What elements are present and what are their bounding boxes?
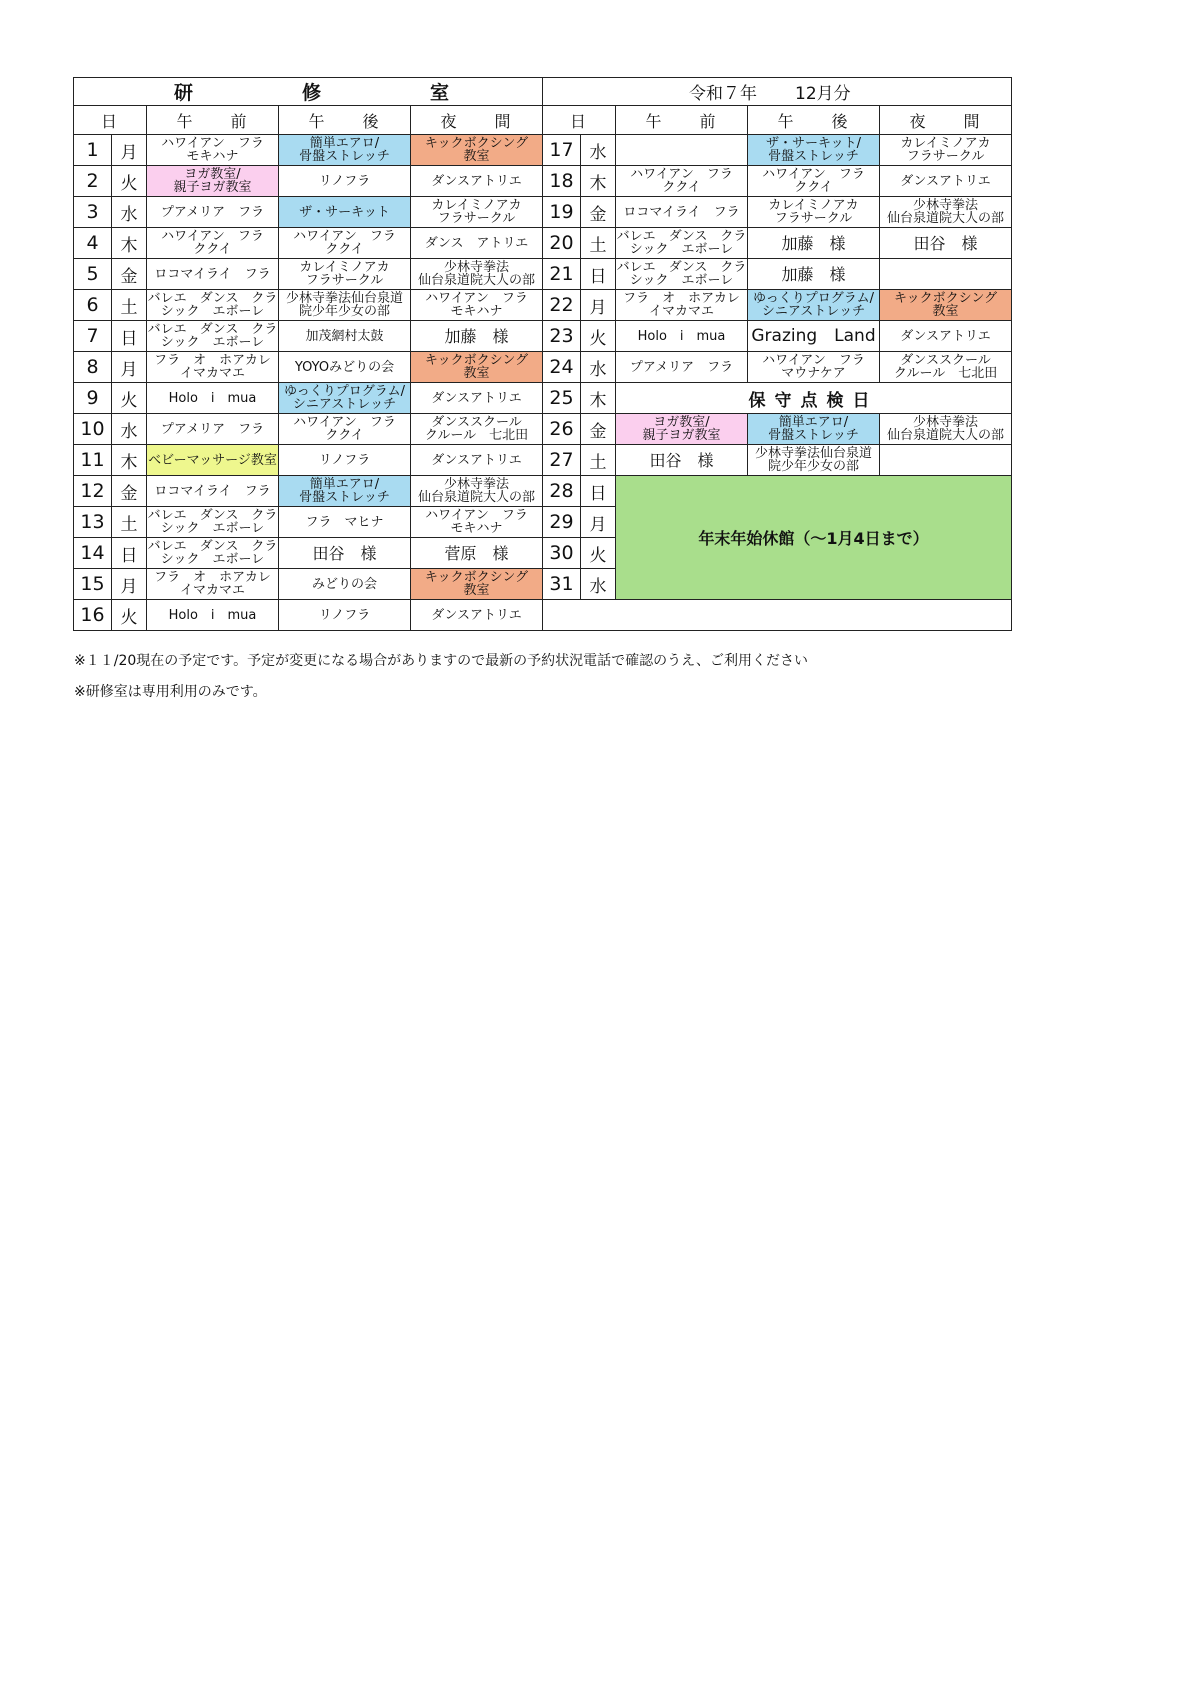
month-label: 12月分 — [795, 84, 851, 104]
weekday: 土 — [112, 290, 147, 321]
day-number: 7 — [74, 321, 112, 352]
slot-am: ハワイアン フラ ククイ — [147, 228, 279, 259]
slot-am: バレエ ダンス クラ シック エボーレ — [147, 322, 278, 350]
slot-ev: カレイミノアカ フラサークル — [411, 197, 543, 228]
day-number: 11 — [74, 445, 112, 476]
day-number: 2 — [74, 166, 112, 197]
day-number: 5 — [74, 259, 112, 290]
maintenance-day: 保守点検日 — [616, 383, 1012, 414]
slot-ev: ダンスアトリエ — [880, 321, 1012, 352]
slot-am: ロコマイライ フラ — [147, 259, 279, 290]
slot-ev: ダンススクール クルール 七北田 — [880, 352, 1012, 383]
header-day: 日 — [543, 106, 616, 135]
slot-ev: キックボクシング 教室 — [411, 352, 543, 383]
slot-pm: Grazing Land — [748, 321, 880, 352]
slot-ev: カレイミノアカ フラサークル — [880, 135, 1012, 166]
slot-am: ロコマイライ フラ — [616, 197, 748, 228]
slot-pm: 簡単エアロ/ 骨盤ストレッチ — [279, 476, 411, 507]
weekday: 金 — [581, 414, 616, 445]
day-number: 14 — [74, 538, 112, 569]
slot-ev: 少林寺拳法 仙台泉道院大人の部 — [411, 476, 543, 507]
slot-pm: カレイミノアカ フラサークル — [279, 259, 411, 290]
weekday: 土 — [112, 507, 147, 538]
slot-ev: 少林寺拳法 仙台泉道院大人の部 — [411, 259, 543, 290]
day-number: 18 — [543, 166, 581, 197]
weekday: 水 — [581, 135, 616, 166]
weekday: 金 — [581, 197, 616, 228]
slot-am: プアメリア フラ — [147, 197, 279, 228]
slot-am: ロコマイライ フラ — [147, 476, 279, 507]
slot-ev: ダンスアトリエ — [411, 383, 543, 414]
day-number: 26 — [543, 414, 581, 445]
day-number: 24 — [543, 352, 581, 383]
day-number: 30 — [543, 538, 581, 569]
slot-am: バレエ ダンス クラ シック エボーレ — [616, 260, 747, 288]
slot-pm: YOYOみどりの会 — [279, 352, 411, 383]
weekday: 火 — [112, 383, 147, 414]
day-number: 22 — [543, 290, 581, 321]
slot-ev: キックボクシング 教室 — [411, 135, 543, 166]
day-number: 6 — [74, 290, 112, 321]
weekday: 月 — [112, 352, 147, 383]
day-number: 10 — [74, 414, 112, 445]
weekday: 火 — [112, 166, 147, 197]
header-evening: 夜 間 — [880, 106, 1012, 135]
weekday: 火 — [112, 600, 147, 631]
day-number: 17 — [543, 135, 581, 166]
slot-pm: リノフラ — [279, 445, 411, 476]
day-number: 25 — [543, 383, 581, 414]
slot-ev — [880, 445, 1012, 476]
slot-pm: 簡単エアロ/ 骨盤ストレッチ — [279, 135, 411, 166]
weekday: 金 — [112, 259, 147, 290]
header-morning: 午 前 — [147, 106, 279, 135]
slot-pm: カレイミノアカ フラサークル — [748, 197, 880, 228]
weekday: 土 — [581, 445, 616, 476]
slot-pm: リノフラ — [279, 600, 411, 631]
room-title-char: 研 — [174, 82, 194, 104]
schedule-row — [74, 414, 1012, 445]
schedule-note: ※１１/20現在の予定です。予定が変更になる場合がありますので最新の予約状況電話で確認のうえ、ご利用ください — [74, 653, 808, 669]
slot-pm: ゆっくりプログラム/ シニアストレッチ — [279, 383, 411, 414]
schedule-row — [74, 352, 1012, 383]
slot-am: ヨガ教室/ 親子ヨガ教室 — [147, 166, 279, 197]
weekday: 土 — [581, 228, 616, 259]
slot-ev: ダンスアトリエ — [880, 166, 1012, 197]
slot-ev: ダンス アトリエ — [411, 228, 543, 259]
schedule-row — [74, 321, 1012, 352]
day-number: 16 — [74, 600, 112, 631]
weekday: 日 — [581, 476, 616, 507]
schedule-row — [74, 228, 1012, 259]
schedule-row — [74, 166, 1012, 197]
slot-am: ベビーマッサージ教室 — [147, 445, 279, 476]
slot-pm: ハワイアン フラ ククイ — [279, 228, 411, 259]
weekday: 水 — [112, 414, 147, 445]
slot-pm: ゆっくりプログラム/ シニアストレッチ — [748, 290, 880, 321]
slot-ev: ダンススクール クルール 七北田 — [411, 414, 543, 445]
schedule-row — [74, 383, 1012, 414]
month-title — [543, 78, 1012, 106]
room-schedule-table — [73, 77, 1012, 631]
header-afternoon: 午 後 — [748, 106, 880, 135]
schedule-row — [74, 259, 1012, 290]
day-number: 29 — [543, 507, 581, 538]
weekday: 木 — [112, 228, 147, 259]
slot-ev: ダンスアトリエ — [411, 166, 543, 197]
weekday: 火 — [581, 538, 616, 569]
weekday: 水 — [581, 569, 616, 600]
slot-ev: キックボクシング 教室 — [411, 569, 543, 600]
slot-am — [616, 135, 748, 166]
slot-pm: ハワイアン フラ ククイ — [748, 166, 880, 197]
day-number: 4 — [74, 228, 112, 259]
slot-am: Holo i mua — [147, 383, 279, 414]
slot-am: Holo i mua — [147, 600, 279, 631]
slot-am: バレエ ダンス クラ シック エボーレ — [147, 539, 278, 567]
slot-am: フラ オ ホアカレ イマカマエ — [616, 290, 748, 321]
slot-pm: リノフラ — [279, 166, 411, 197]
slot-am: ハワイアン フラ ククイ — [616, 166, 748, 197]
slot-ev — [880, 259, 1012, 290]
weekday: 日 — [112, 321, 147, 352]
day-number: 20 — [543, 228, 581, 259]
schedule-row — [74, 290, 1012, 321]
slot-am: ハワイアン フラ モキハナ — [147, 135, 279, 166]
weekday: 日 — [112, 538, 147, 569]
header-day: 日 — [74, 106, 147, 135]
slot-am: 田谷 様 — [616, 445, 748, 476]
slot-pm: 簡単エアロ/ 骨盤ストレッチ — [748, 414, 880, 445]
slot-pm: ザ・サーキット — [279, 197, 411, 228]
holiday-closure: 年末年始休館（～1月4日まで） — [616, 476, 1012, 600]
schedule-row — [74, 445, 1012, 476]
slot-am: ヨガ教室/ 親子ヨガ教室 — [616, 414, 748, 445]
day-number: 23 — [543, 321, 581, 352]
schedule-row — [74, 197, 1012, 228]
header-evening: 夜 間 — [411, 106, 543, 135]
schedule-row — [74, 600, 1012, 631]
slot-pm: ハワイアン フラ マウナケア — [748, 352, 880, 383]
slot-ev: キックボクシング 教室 — [880, 290, 1012, 321]
weekday: 月 — [112, 135, 147, 166]
slot-am: プアメリア フラ — [147, 414, 279, 445]
slot-ev: 少林寺拳法 仙台泉道院大人の部 — [880, 414, 1012, 445]
weekday: 金 — [112, 476, 147, 507]
weekday: 火 — [581, 321, 616, 352]
slot-am: フラ オ ホアカレ イマカマエ — [147, 352, 279, 383]
empty-cell — [543, 600, 1012, 631]
day-number: 28 — [543, 476, 581, 507]
slot-ev: ダンスアトリエ — [411, 600, 543, 631]
weekday: 木 — [112, 445, 147, 476]
room-title-char: 室 — [430, 82, 450, 104]
slot-ev: 菅原 様 — [411, 538, 543, 569]
slot-pm: 少林寺拳法仙台泉道 院少年少女の部 — [279, 290, 411, 321]
header-morning: 午 前 — [616, 106, 748, 135]
weekday: 日 — [581, 259, 616, 290]
slot-ev: ハワイアン フラ モキハナ — [411, 507, 543, 538]
slot-pm: 少林寺拳法仙台泉道 院少年少女の部 — [748, 445, 880, 476]
slot-pm: みどりの会 — [279, 569, 411, 600]
slot-ev: ハワイアン フラ モキハナ — [411, 290, 543, 321]
day-number: 15 — [74, 569, 112, 600]
room-title — [74, 78, 543, 106]
slot-am: バレエ ダンス クラ シック エボーレ — [147, 291, 278, 319]
room-title-char: 修 — [302, 82, 322, 104]
weekday: 月 — [581, 507, 616, 538]
slot-pm: ザ・サーキット/ 骨盤ストレッチ — [748, 135, 880, 166]
slot-am: フラ オ ホアカレ イマカマエ — [147, 569, 279, 600]
weekday: 木 — [581, 383, 616, 414]
day-number: 8 — [74, 352, 112, 383]
header-afternoon: 午 後 — [279, 106, 411, 135]
day-number: 1 — [74, 135, 112, 166]
day-number: 3 — [74, 197, 112, 228]
slot-ev: 少林寺拳法 仙台泉道院大人の部 — [880, 197, 1012, 228]
slot-ev: 加藤 様 — [411, 321, 543, 352]
schedule-row — [74, 476, 1012, 507]
slot-pm: 田谷 様 — [279, 538, 411, 569]
slot-pm: 加茂網村太鼓 — [279, 321, 411, 352]
weekday: 水 — [581, 352, 616, 383]
slot-pm: ハワイアン フラ ククイ — [279, 414, 411, 445]
slot-am: Holo i mua — [616, 321, 748, 352]
slot-pm: フラ マヒナ — [279, 507, 411, 538]
day-number: 9 — [74, 383, 112, 414]
slot-am: バレエ ダンス クラ シック エボーレ — [147, 508, 278, 536]
era-label: 令和７年 — [689, 84, 757, 104]
slot-pm: 加藤 様 — [748, 259, 880, 290]
day-number: 19 — [543, 197, 581, 228]
weekday: 木 — [581, 166, 616, 197]
weekday: 月 — [112, 569, 147, 600]
day-number: 13 — [74, 507, 112, 538]
slot-pm: 加藤 様 — [748, 228, 880, 259]
day-number: 21 — [543, 259, 581, 290]
weekday: 月 — [581, 290, 616, 321]
slot-ev: 田谷 様 — [880, 228, 1012, 259]
slot-ev: ダンスアトリエ — [411, 445, 543, 476]
day-number: 31 — [543, 569, 581, 600]
slot-am: バレエ ダンス クラ シック エボーレ — [616, 229, 747, 257]
day-number: 12 — [74, 476, 112, 507]
day-number: 27 — [543, 445, 581, 476]
usage-note: ※研修室は専用利用のみです。 — [74, 684, 267, 700]
schedule-row — [74, 135, 1012, 166]
weekday: 水 — [112, 197, 147, 228]
slot-am: プアメリア フラ — [616, 352, 748, 383]
